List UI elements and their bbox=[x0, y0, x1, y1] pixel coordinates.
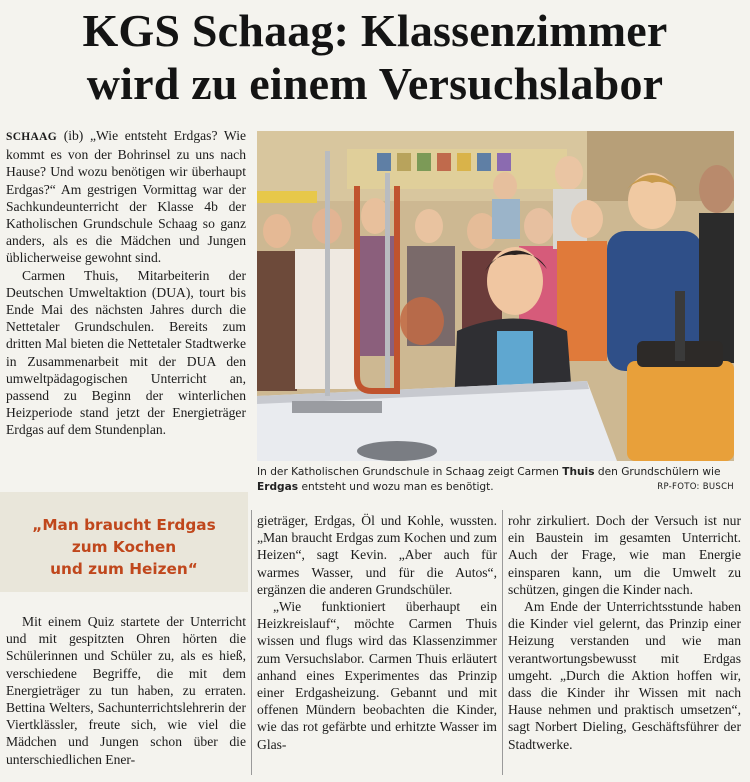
article-photo bbox=[257, 131, 734, 461]
article-paragraph-6: rohr zirkuliert. Doch der Versuch ist nur ein Baustein im gesamten Unterricht. Auch der Frage, wie man Energie einsparen kann, um die Umwelt zu schützen, gingen die Kinder nach. bbox=[508, 513, 741, 597]
caption-text-2: den Grundschülern wie bbox=[594, 466, 721, 478]
paragraph-1-text: (ib) „Wie entsteht Erdgas? Wie kommt es von der Bohrinsel zu uns nach Hause? Und wozu benötigen wir überhaupt Erdgas?“ Am gestrigen Vormittag war der Sachkundeunterricht der Klasse 4b der Katholischen Grundschule Schaag so ganz anders, als es die Mädchen und Jungen üblicherweise gewohnt sind. bbox=[6, 128, 247, 266]
pullquote-line-2: zum Kochen bbox=[71, 538, 177, 556]
headline-line-2: wird zu einem Versuchslabor bbox=[86, 58, 664, 109]
article-paragraph-4: gieträger, Erdgas, Öl und Kohle, wussten. „Man braucht Erdgas zum Kochen und zum Heizen“, sagt Kevin. „Aber auch für warmes Wasser, und für die Autos“, ergänzen die anderen Grundschüler. bbox=[257, 513, 497, 597]
article-paragraph-3: Mit einem Quiz startete der Unterricht und mit gespitzten Ohren hörten die Schülerinnen und Schüler zu, als es hieß, verschiedene Begriffe, die mit dem Energieträger zu tun haben, zu erraten. Bettina Welters, Sachunterrichtslehrerin der Viertklässler, freute sich, wie viel die Mädchen und Jungen schon über die unterschiedlichen Ener- bbox=[6, 614, 246, 767]
pullquote-box bbox=[0, 492, 248, 592]
caption-text-3: entsteht und wozu man es benötigt. bbox=[298, 481, 494, 493]
column-divider-2 bbox=[502, 510, 503, 775]
column-divider-1 bbox=[251, 510, 252, 775]
pullquote-text bbox=[0, 514, 248, 580]
headline-line-1: KGS Schaag: Klassenzimmer bbox=[82, 5, 668, 56]
caption-term: Erdgas bbox=[257, 481, 299, 493]
pullquote-line-1: „Man braucht Erdgas bbox=[32, 516, 216, 534]
article-paragraph-2: Carmen Thuis, Mitarbeiterin der Deutschen Umweltaktion (DUA), tourt bis Ende Mai des nächsten Jahres durch die Nettetaler Grundschulen. Bereits zum dritten Mal bieten die Nettetaler Stadtwerke in Zusammenarbeit mit der DUA den umweltpädagogischen Unterricht an, passend zu Beginn der winterlichen Heizperiode stand jetzt der Energieträger Erdgas auf dem Stundenplan. bbox=[6, 267, 246, 438]
article-paragraph-1 bbox=[6, 127, 246, 267]
headline bbox=[0, 4, 750, 110]
dateline: SCHAAG bbox=[6, 131, 58, 143]
caption-name: Thuis bbox=[562, 466, 595, 478]
article-paragraph-7: Am Ende der Unterrichtsstunde haben die Kinder viel gelernt, das Prinzip einer Heizung verstanden und wie man verantwortungsbewusst mit Erdgas umgeht. „Durch die Aktion hoffen wir, dass die Kinder ihr Wissen mit nach Hause nehmen und praktisch umsetzen“, sagt Norbert Dieling, Geschäftsführer der Stadtwerke. bbox=[508, 599, 741, 752]
article-column-1-top bbox=[6, 127, 246, 439]
article-column-1-bottom bbox=[6, 613, 246, 768]
article-column-3 bbox=[508, 512, 741, 753]
article-paragraph-5: „Wie funktioniert überhaupt ein Heizkreislauf“, möchte Carmen Thuis wissen und flugs wird das Klassenzimmer zum Versuchslabor. Carmen Thuis erläutert anhand eines Experimentes das Prinzip einer Erdgasheizung. Gebannt und mit offenen Mündern beobachten die Kinder, wie das rot gefärbte und erhitzte Wasser im Glas- bbox=[257, 599, 497, 752]
pullquote-line-3: und zum Heizen“ bbox=[50, 560, 198, 578]
photo-credit: RP-FOTO: BUSCH bbox=[657, 482, 734, 492]
article-column-2 bbox=[257, 512, 497, 753]
caption-text-1: In der Katholischen Grundschule in Schaag zeigt Carmen bbox=[257, 466, 563, 478]
classroom-photo-illustration bbox=[257, 131, 734, 461]
